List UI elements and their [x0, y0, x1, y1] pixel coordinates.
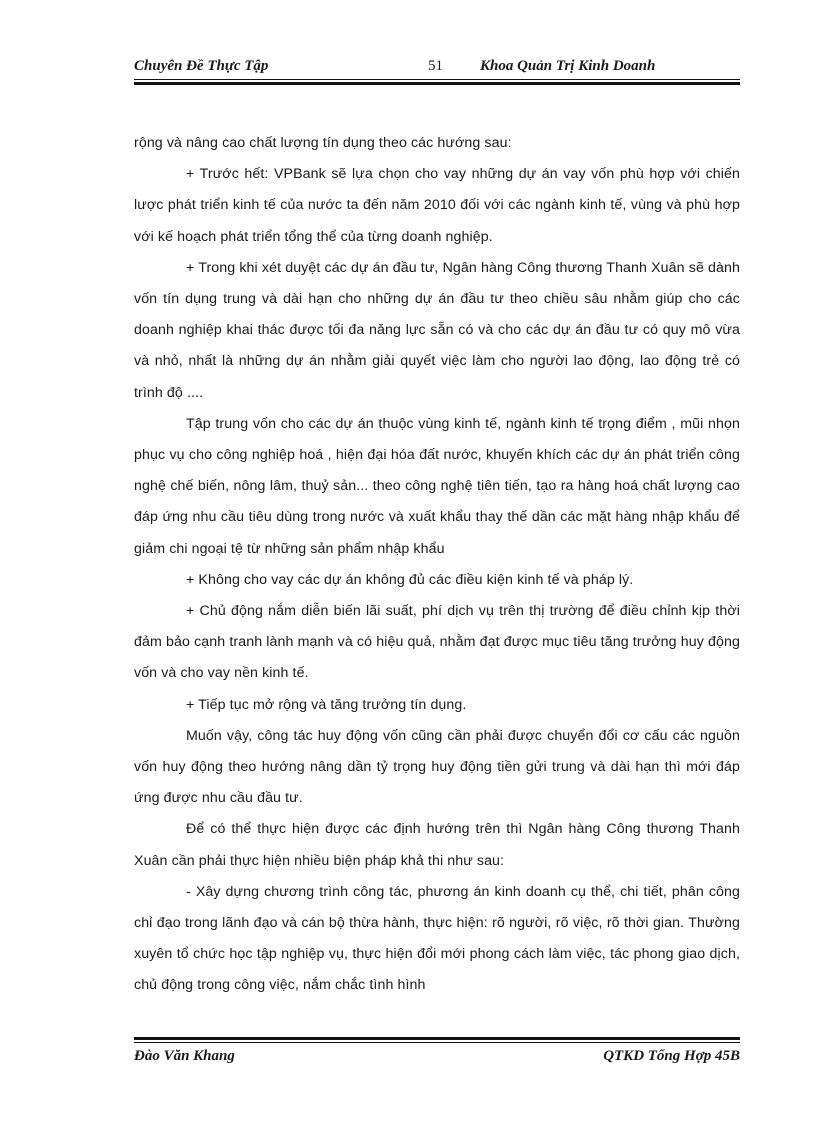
paragraph-interest-rates: + Chủ động nắm diễn biến lãi suất, phí dịch vụ trên thị trường để điều chỉnh kịp thời đảm bảo cạnh tranh lành mạnh và có hiệu quả, nhằm đạt được mục tiêu tăng trưởng huy động vốn và cho vay nền kinh tế. [134, 603, 740, 682]
footer-rule-thick [134, 1037, 740, 1040]
paragraph-vpbank-selection: + Trước hết: VPBank sẽ lựa chọn cho vay những dự án vay vốn phù hợp với chiến lược phát triển kinh tế của nước ta đến năm 2010 đối với các ngành kinh tế, vùng và phù hợp với kế hoạch phát triển tổng thể của từng doanh nghiệp. [134, 166, 740, 245]
paragraph-capital-mobilization: Muốn vậy, công tác huy động vốn cũng cần phải được chuyển đổi cơ cấu các nguồn vốn huy động theo hướng nâng dần tỷ trọng huy động tiền gửi trung và dài hạn thì mới đáp ứng được nhu cầu đầu tư. [134, 727, 740, 807]
header-rule-thick [134, 82, 740, 85]
header-faculty: Khoa Quản Trị Kinh Doanh [480, 58, 656, 74]
page-header [134, 56, 740, 80]
page-footer [134, 1046, 740, 1070]
body-text [134, 128, 740, 1002]
paragraph-investment-review: + Trong khi xét duyệt các dự án đầu tư, Ngân hàng Công thương Thanh Xuân sẽ dành vốn tín dụng trung và dài hạn cho những dự án đầu tư theo chiều sâu nhằm giúp cho các doanh nghiệp khai thác được tối đa năng lực sẵn có và cho các dự án đầu tư có quy mô vừa và nhỏ, nhất là những dự án nhằm giải quyết việc làm cho người lao động, lao động trẻ có trình độ .... [134, 259, 740, 401]
paragraph-work-program: - Xây dựng chương trình công tác, phương án kinh doanh cụ thể, chi tiết, phân công chỉ đạo trong lãnh đạo và cán bộ thừa hành, thực hiện: rõ người, rõ việc, rõ thời gian. Thường xuyên tổ chức học tập nghiệp vụ, thực hiện đổi mới phong cách làm việc, tác phong giao dịch, chủ động trong công việc, nắm chắc tình hình [134, 883, 740, 994]
header-chapter-title: Chuyên Đề Thực Tập [134, 58, 269, 74]
page-number: 51 [428, 58, 443, 74]
paragraph-expand-credit: + Tiếp tục mở rộng và tăng trưởng tín dụng. [186, 696, 467, 713]
paragraph-feasible-measures: Để có thể thực hiện được các định hướng trên thì Ngân hàng Công thương Thanh Xuân cần phải thực hiện nhiều biện pháp khả thi như sau: [134, 821, 740, 869]
header-rule-thin [134, 79, 740, 80]
paragraph-concentrate-capital: Tập trung vốn cho các dự án thuộc vùng kinh tế, ngành kinh tế trọng điểm , mũi nhọn phục vụ cho công nghiệp hoá , hiện đại hóa đất nước, khuyến khích các dự án phát triển công nghệ chế biến, nông lâm, thuỷ sản... theo công nghệ tiên tiến, tạo ra hàng hoá chất lượng cao đáp ứng nhu cầu tiêu dùng trong nước và xuất khẩu thay thế dần các mặt hàng nhập khẩu để giảm chi ngoại tệ từ những sản phẩm nhập khẩu [134, 415, 740, 557]
paragraph-no-lending: + Không cho vay các dự án không đủ các điều kiện kinh tế và pháp lý. [186, 571, 634, 588]
paragraph-continuation: rộng và nâng cao chất lượng tín dụng theo các hướng sau: [134, 135, 512, 151]
footer-author: Đào Văn Khang [134, 1048, 235, 1064]
footer-rule-thin [134, 1042, 740, 1043]
footer-class: QTKD Tổng Hợp 45B [603, 1048, 740, 1064]
